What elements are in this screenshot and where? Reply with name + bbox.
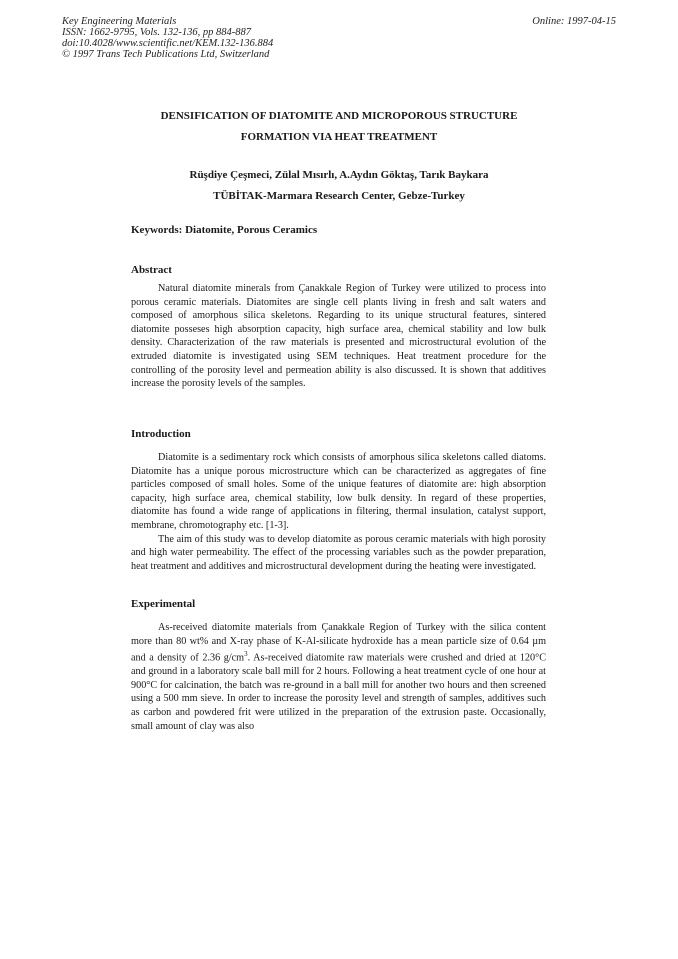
online-date: Online: 1997-04-15 bbox=[532, 16, 616, 27]
author-names: Rüşdiye Çeşmeci, Zülal Mısırlı, A.Aydın Göktaş, Tarık Baykara bbox=[189, 169, 489, 181]
experimental-text-a: As-received diatomite materials from Çanakkale Region of Turkey with the silica content more than 80 wt% and X-ray phase of K-Al-silicate hydroxide has a mean particle size of 0.64 µm and a density of 2.36 g/cm bbox=[131, 622, 546, 664]
introduction-paragraph-1: Diatomite is a sedimentary rock which consists of amorphous silica skeletons called diatoms. Diatomite has a unique porous microstructure which can be characterized as aggregates of fine particles composed of small holes. Some of the unique features of diatomite are: high absorption capacity, high surface area, chemical stability, low bulk density. In regard of these properties, diatomite has found a wide range of applications in filtering, thermal insulation, catalyst support, membrane, chromotography etc. [1-3]. bbox=[131, 452, 546, 531]
experimental-body bbox=[131, 621, 546, 733]
journal-name: Key Engineering Materials bbox=[62, 16, 177, 27]
introduction-paragraph-2: The aim of this study was to develop diatomite as porous ceramic materials with high porosity and high water permeability. The effect of the processing variables such as the powder preparation, heat treatment and additives and microstructural development during the heating were investigated. bbox=[131, 533, 546, 572]
copyright-line: © 1997 Trans Tech Publications Ltd, Switzerland bbox=[62, 49, 270, 60]
issn-line: ISSN: 1662-9795, Vols. 132-136, pp 884-887 bbox=[62, 27, 251, 38]
density-exponent: 3 bbox=[244, 650, 248, 659]
introduction-body bbox=[131, 451, 546, 573]
introduction-heading: Introduction bbox=[131, 428, 191, 440]
paper-title bbox=[0, 106, 678, 148]
author-block bbox=[0, 165, 678, 207]
abstract-paragraph: Natural diatomite minerals from Çanakkale Region of Turkey were utilized to process into porous ceramic materials. Diatomites are single cell plants living in fresh and salt waters and composed of amorphous silica skeletons. Regarding to its unique structural features, sintered diatomite posseses high absorption capacity, high surface area, chemical stability and low bulk density. Characterization of the raw materials is presented and microstructural evolution of the extruded diatomite is investigated using SEM techniques. Heat treatment procedure for the controlling of the porosity level and permeation ability is also discussed. It is shown that additives increase the porosity levels of the samples. bbox=[131, 283, 546, 390]
abstract-heading: Abstract bbox=[131, 264, 172, 276]
doi-line: doi:10.4028/www.scientific.net/KEM.132-136.884 bbox=[62, 38, 274, 49]
experimental-text-b: . As-received diatomite raw materials were crushed and dried at 120°C and ground in a laboratory scale ball mill for 2 hours. Following a heat treatment cycle of one hour at 900°C for calcination, the batch was re-ground in a ball mill for another two hours and then screened using a 500 mm sieve. In order to increase the porosity level and strength of samples, additives such as carbon and powdered frit were utilized in the preparation of the extrusion paste. Occasionally, small amount of clay was also bbox=[131, 652, 546, 732]
abstract-body bbox=[131, 282, 546, 391]
journal-header bbox=[62, 16, 273, 60]
title-line-1: DENSIFICATION OF DIATOMITE AND MICROPOROUS STRUCTURE bbox=[160, 110, 518, 122]
experimental-paragraph-1 bbox=[131, 621, 546, 733]
experimental-heading: Experimental bbox=[131, 598, 196, 610]
keywords-line: Keywords: Diatomite, Porous Ceramics bbox=[131, 224, 318, 236]
title-line-2: FORMATION VIA HEAT TREATMENT bbox=[240, 131, 438, 143]
author-affiliation: TÜBİTAK-Marmara Research Center, Gebze-Turkey bbox=[213, 190, 465, 202]
